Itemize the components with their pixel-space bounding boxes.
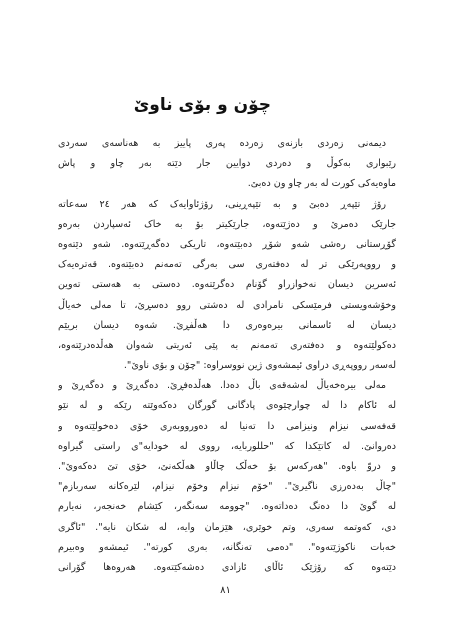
chapter-title: چۆن و بۆی ناوێ (133, 95, 271, 115)
text-line: مەلی بیرەخەیاڵ لەشەقەی باڵ دەدا. هەڵدەفڕێ. دەگەڕێ و دەگەڕێ و (58, 380, 386, 392)
text-line: ماوەیەکی کورت لە بەر چاو ون دەبێ. (247, 178, 396, 190)
text-line: گۆڕستانی رەشی شەو شۆڕ دەبێتەوە، تاریکی دەگەڕێتەوە. شەو دێتەوە (58, 238, 396, 250)
text-line: دیسان لە ئاسمانی بیرەوەری دا هەڵفڕێ. شەوە دیسان بریێم (58, 319, 396, 331)
text-line: رۆژ تێپەڕ دەبێ و بە تێپەڕینی، رۆژئاوایەک کە هەر ٢٤ سەعاتە (58, 198, 386, 210)
text-line: و دروّ باوە. "هەرکەس بۆ خەڵک چاڵاو هەڵکەنێ، خۆی تێ دەکەوێ". (58, 461, 396, 472)
text-line: و رووپەرێکی تر لە دەفتەری سی بەرگی تەمەنم دەبێتەوە. قەترەیەک (58, 259, 396, 271)
text-line: لە گوێ دا دەنگ دەداتەوە. "چوومە سەنگەر، کێشام خەنجەر، نەیارم (58, 501, 396, 513)
text-line: دەکولێتەوە و دەفتەری تەمەنم بە پێی ئەریتی شەوان هەڵدەدرێتەوە، (58, 339, 396, 351)
text-line: دیمەنی زەردی بازنەی زەردە پەری پاییز بە هەناسەی سەردی (58, 138, 386, 149)
text-line: دێتەوە کە رۆژێک ئاڵای ئازادی دەشەکێتەوە. هەروەها گۆرانی (58, 561, 396, 573)
text-line: وخۆشەویستی فرمێسکی نامرادی لە دەشتی روو دەسڕێ، تا مەلی خەیاڵ (58, 299, 396, 311)
text-line: "چاڵ بەدەرزی ناگیرێ". "خۆم نیزام وخۆم نیزام، لێرەکانە سەربازم" (58, 481, 396, 493)
text-line: جارێک دەمرێ و دەژێتەوە، جارێکیتر بۆ بە خاک ئەسپاردن بەرەو (58, 218, 396, 230)
text-line: دی، کەوتمە سەری، وتم خوێری، هێزمان وایە، لە شکان نایە". "ئاگری (58, 521, 396, 533)
text-line: قەفەسی نیزام ونیزامی دا تەنیا لە دەورووبەری خۆی دەخولێتەوە و (58, 420, 396, 432)
text-line: خەبات ناکوژێتەوە". "دەمی تەنگانە، بەری کورتە". ئیمشەو وەبیرم (58, 541, 396, 553)
text-line: دەروانێ. لە کاتێکدا کە "حللوربایە، رووی لە خودایە"ی راستی گیراوە (58, 440, 396, 452)
body-text (58, 134, 396, 578)
text-line: رێبواری بەکوڵ و دەردی دوایین جار دێتە بەر چاو و پاش (58, 158, 396, 170)
text-line: ئەسرین دیسان نەخوازراو گۆنام دەگرێتەوە. دەستی بە هەستی تەوین (58, 279, 396, 291)
text-line: لە ئاکام دا لە چوارچێوەی پادگانی گورگان دەکەوێتە رێکە و لە نێو (58, 400, 396, 412)
text-line: لەسەر رووپەڕی دراوی ئیمشەوی ژین نووسراوە: "چۆن و بۆی ناوێ". (123, 360, 396, 372)
page-number: ٨١ (220, 585, 231, 596)
